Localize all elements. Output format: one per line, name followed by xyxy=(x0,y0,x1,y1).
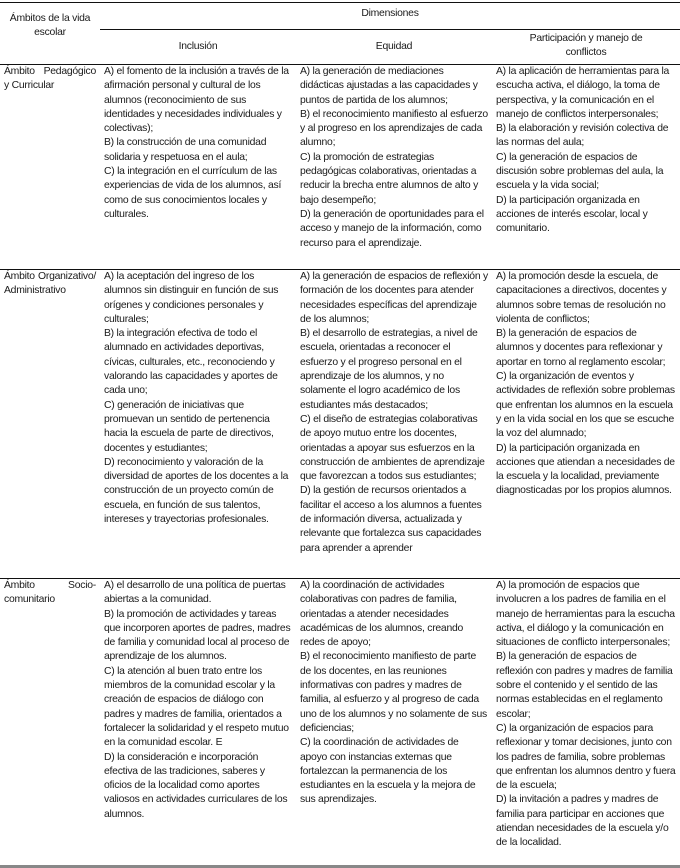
equidad-cell xyxy=(296,270,492,579)
list-item: D) reconocimiento y valoración de la diversidad de aportes de los docentes a la construcción de un proyecto común de escuela, en función de sus talentos, intereses y trayectorias profesionales. xyxy=(104,456,289,526)
list-item: A) la aplicación de herramientas para la escucha activa, el diálogo, la toma de perspectiva, y la comunicación en el manejo de conflictos interpersonales; xyxy=(496,66,670,120)
list-item: A) la coordinación de actividades colaborativas con padres de familia, orientadas a atender necesidades académicas de los alumnos, creando redes de apoyo; xyxy=(300,580,464,649)
ambitos-header xyxy=(0,3,100,65)
list-item: A) la generación de espacios de reflexión y formación de los docentes para atender necesidades específicas del aprendizaje de los alumnos; xyxy=(300,271,488,325)
column-header-equidad: Equidad xyxy=(296,30,492,65)
list-item: C) la organización de eventos y actividades de reflexión sobre problemas que enfrentan los alumnos en la escuela y en la vida social en los que se escuche la voz del alumnado; xyxy=(496,371,675,440)
list-item: D) la gestión de recursos orientados a facilitar el acceso a los alumnos a fuentes de información diversa, actualizada y relevante que fortalezca sus capacidades para aprender a aprender xyxy=(300,485,482,554)
inclusion-cell xyxy=(100,270,296,579)
list-item: D) la invitación a padres y madres de familia para participar en acciones que atiendan necesidades de la escuela y/o de la localidad. xyxy=(496,794,669,849)
list-item: A) la promoción de espacios que involucren a los padres de familia en el manejo de herramientas para la escucha activa, el diálogo y la comunicación en situaciones de conflicto interpersonales; xyxy=(496,580,675,649)
column-header-participacion: Participación y manejo de conflictos xyxy=(492,30,680,65)
list-item: C) la promoción de estrategias pedagógicas colaborativas, orientadas a reducir la brecha entre alumnos de alto y bajo desempeño; xyxy=(300,151,479,206)
table-row xyxy=(0,579,680,867)
dimensions-table xyxy=(0,2,680,868)
ambito-cell: Ámbito Socio-comunitario xyxy=(0,579,100,867)
inclusion-cell xyxy=(100,579,296,867)
list-item: A) la aceptación del ingreso de los alumnos sin distinguir en función de sus orígenes y condiciones personales y culturales; xyxy=(104,271,279,325)
list-item: C) la integración en el currículum de las experiencias de vida de los alumnos, así como de sus conocimientos locales y culturales. xyxy=(104,166,282,220)
list-item: B) el reconocimiento manifiesto de parte de los docentes, en las reuniones informativas con padres y madres de familia, al esfuerzo y al progreso de cada uno de los alumnos y no solamente de sus deficiencias; xyxy=(300,651,487,734)
inclusion-cell xyxy=(100,65,296,270)
list-item: C) la atención al buen trato entre los miembros de la comunidad escolar y la creación de espacios de diálogo con padres y madres de familia, orientados a fortalecer la solidaridad y el respeto mutuo en la comunidad escolar. E xyxy=(104,665,289,749)
list-item: A) el fomento de la inclusión a través de la afirmación personal y cultural de los alumnos (reconocimiento de sus identidades y necesidades individuales y colectivas); xyxy=(104,66,289,135)
table-row xyxy=(0,65,680,270)
list-item: C) generación de iniciativas que promuevan un sentido de pertenencia hacia la escuela de parte de directivos, docentes y estudiantes; xyxy=(104,399,274,454)
ambitos-header-label: Ámbitos de la vida escolar xyxy=(9,13,91,39)
list-item: C) el diseño de estrategias colaborativas de apoyo mutuo entre los docentes, orientadas a apoyar sus esfuerzos en la construcción de ambientes de aprendizaje que favorezcan a todos sus estudiantes; xyxy=(300,413,485,483)
list-item: C) la organización de espacios para reflexionar y tomar decisiones, junto con los padres de familia, sobre problemas que enfrentan los alumnos dentro y fuera de la escuela; xyxy=(496,722,676,792)
table-row xyxy=(0,270,680,579)
list-item: B) la integración efectiva de todo el alumnado en actividades deportivas, cívicas, culturales, etc., reconociendo y valorando las capacidades y aportes de cada uno; xyxy=(104,328,278,397)
list-item: D) la participación organizada en acciones que atiendan a necesidades de la escuela y la localidad, previamente diagnosticadas por los propios alumnos. xyxy=(496,442,675,497)
equidad-cell xyxy=(296,65,492,270)
list-item: B) el reconocimiento manifiesto al esfuerzo y al progreso en los aprendizajes de cada alumno; xyxy=(300,108,488,149)
ambito-cell: Ámbito Pedagógico y Curricular xyxy=(0,65,100,270)
list-item: C) la generación de espacios de discusión sobre problemas del aula, la escuela y la vida social; xyxy=(496,151,664,192)
list-item: B) la elaboración y revisión colectiva de las normas del aula; xyxy=(496,123,669,149)
list-item: B) la construcción de una comunidad solidaria y respetuosa en el aula; xyxy=(104,137,267,163)
list-item: C) la coordinación de actividades de apoyo con instancias externas que fortalezcan la permanencia de los estudiantes en la escuela y la mejora de sus aprendizajes. xyxy=(300,737,476,806)
list-item: B) el desarrollo de estrategias, a nivel de escuela, orientadas a reconocer el esfuerzo y el progreso personal en el aprendizaje de los alumnos, y no solamente el logro académico de los estudiantes más destacados; xyxy=(300,328,478,411)
list-item: B) la promoción de actividades y tareas que incorporen aportes de padres, madres de familia y comunidad local al proceso de aprendizaje de los alumnos. xyxy=(104,608,291,663)
column-header-inclusion: Inclusión xyxy=(100,30,296,65)
dimensiones-header: Dimensiones xyxy=(100,3,680,30)
participacion-cell xyxy=(492,270,680,579)
participacion-cell xyxy=(492,579,680,867)
ambito-cell: Ámbito Organizativo/ Administrativo xyxy=(0,270,100,579)
list-item: B) la generación de espacios de reflexión con padres y madres de familia sobre el contenido y el sentido de las normas establecidas en el reglamento escolar; xyxy=(496,651,673,720)
list-item: D) la participación organizada en acciones de interés escolar, local y comunitario. xyxy=(496,194,648,235)
list-item: D) la generación de oportunidades para el acceso y manejo de la información, como recurso para el aprendizaje. xyxy=(300,208,484,249)
list-item: A) la generación de mediaciones didácticas ajustadas a las capacidades y puntos de partida de los alumnos; xyxy=(300,66,478,106)
list-item: D) la consideración e incorporación efectiva de las tradiciones, saberes y oficios de la localidad como aportes valiosos en actividades curriculares de los alumnos. xyxy=(104,751,288,820)
list-item: B) la generación de espacios de alumnos y docentes para reflexionar y aportar en torno al reglamento escolar; xyxy=(496,328,666,368)
list-item: A) el desarrollo de una política de puertas abiertas a la comunidad. xyxy=(104,580,286,606)
participacion-cell xyxy=(492,65,680,270)
list-item: A) la promoción desde la escuela, de capacitaciones a directivos, docentes y alumnos sobre temas de resolución no violenta de conflictos; xyxy=(496,271,667,325)
equidad-cell xyxy=(296,579,492,867)
